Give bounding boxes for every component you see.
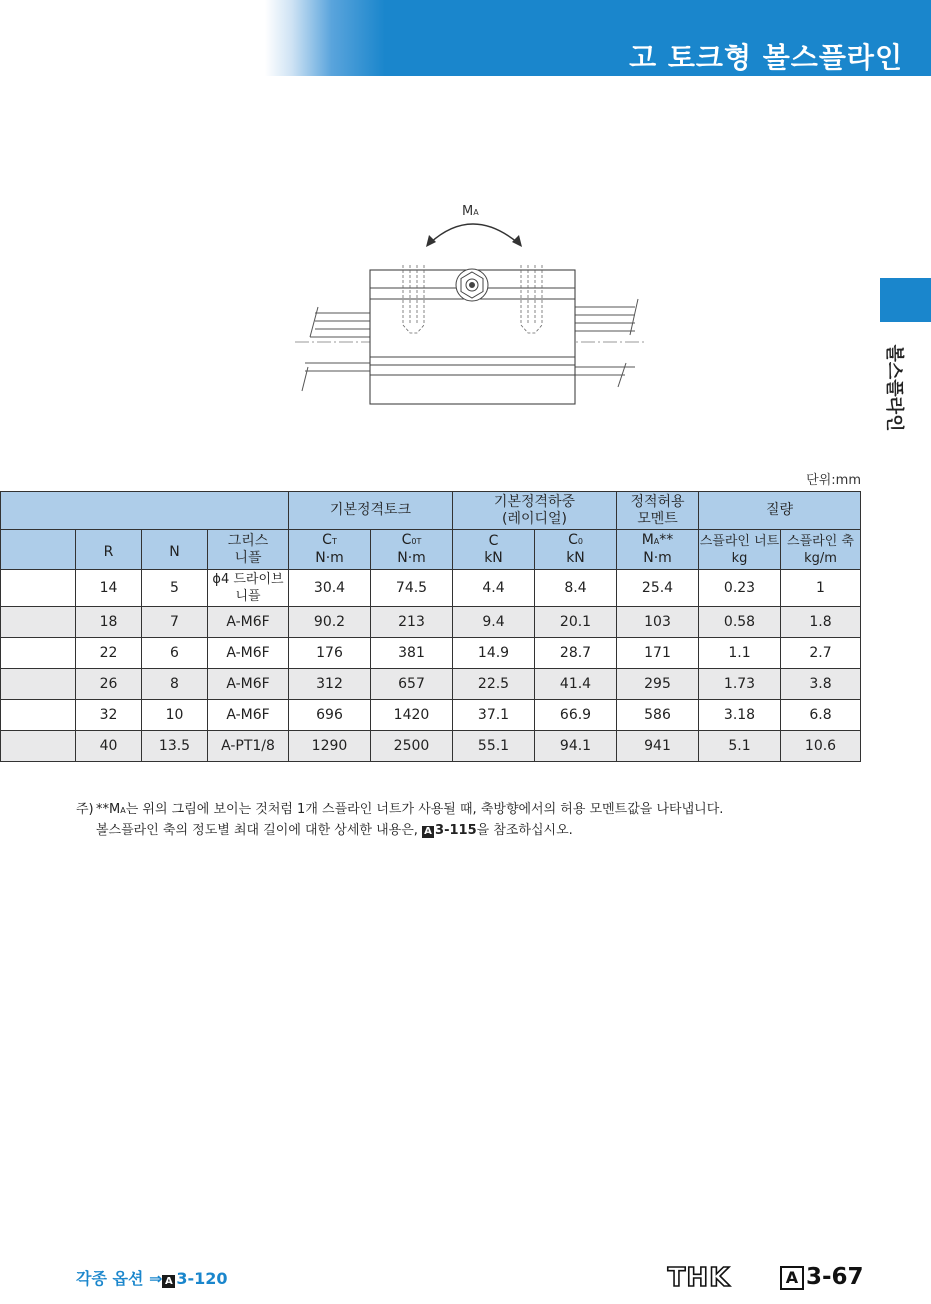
cell-nut: 3.18 [699,700,781,731]
table-row [1,669,861,700]
cell-n: 6 [142,638,208,669]
cell-nut: 1.1 [699,638,781,669]
cell-shaft: 1.8 [781,607,861,638]
cell-ct: 90.2 [289,607,371,638]
note-line-2: 볼스플라인 축의 정도별 최대 길이에 대한 상세한 내용은, A 3-115을 참조하십시오. [96,823,573,838]
page-number: A 3-67 [780,1264,864,1290]
cell-c0: 94.1 [535,731,617,762]
unit-label: 단위:mm [806,473,861,488]
cell-blank [1,669,76,700]
cell-grease: A-M6F [208,669,289,700]
table-row [1,731,861,762]
sidebar-label-text: 볼스플라인 [883,344,905,432]
header-ct: CT N·m [289,530,371,570]
header-shaft: 스플라인 축 kg/m [781,530,861,570]
header-ma: MA** N·m [617,530,699,570]
cell-blank [1,570,76,607]
cell-grease: A-M6F [208,700,289,731]
cell-blank [1,638,76,669]
cell-shaft: 2.7 [781,638,861,669]
cell-c0: 41.4 [535,669,617,700]
header-blank-left [1,530,76,570]
cell-blank [1,607,76,638]
page-ref-link[interactable]: 3-115 [435,823,477,838]
cell-r: 40 [76,731,142,762]
cell-n: 7 [142,607,208,638]
header-grease: 그리스 니플 [208,530,289,570]
cell-ma: 171 [617,638,699,669]
sidebar-section-label [875,332,915,444]
header-moment-group: 정적허용 모멘트 [617,492,699,530]
note-lead: 주) [76,802,94,817]
header-nut: 스플라인 너트 kg [699,530,781,570]
header-blank-top [1,492,289,530]
header-c: C kN [453,530,535,570]
note-line-1: **MA는 위의 그림에 보이는 것처럼 1개 스플라인 너트가 사용될 때, 축방향에서의 허용 모멘트값을 나타냅니다. [96,802,724,817]
sidebar-accent-block [880,278,931,322]
cell-n: 13.5 [142,731,208,762]
cell-r: 26 [76,669,142,700]
cell-n: 8 [142,669,208,700]
cell-c0: 66.9 [535,700,617,731]
cell-c0: 8.4 [535,570,617,607]
footer-options-link[interactable]: 각종 옵션 ⇒ A 3-120 [76,1269,228,1288]
header-n: N [142,530,208,570]
cell-c: 9.4 [453,607,535,638]
cell-shaft: 6.8 [781,700,861,731]
cell-cot: 381 [371,638,453,669]
cell-ct: 176 [289,638,371,669]
cell-shaft: 10.6 [781,731,861,762]
table-row [1,607,861,638]
header-torque-group: 기본정격토크 [289,492,453,530]
ball-spline-moment-drawing [290,195,650,410]
cell-grease: A-PT1/8 [208,731,289,762]
table-notes [76,800,723,841]
spec-table [0,491,861,762]
cell-grease: A-M6F [208,607,289,638]
table-row [1,638,861,669]
cell-ct: 696 [289,700,371,731]
header-cot: C0T N·m [371,530,453,570]
cell-ct: 312 [289,669,371,700]
moment-arrowhead-left [426,235,436,247]
page-ref-box: A [422,826,434,838]
cell-c: 14.9 [453,638,535,669]
cell-blank [1,700,76,731]
table-row [1,700,861,731]
cell-ma: 295 [617,669,699,700]
cell-c0: 20.1 [535,607,617,638]
cell-nut: 5.1 [699,731,781,762]
header-load-group: 기본정격하중 (레이디얼) [453,492,617,530]
cell-r: 22 [76,638,142,669]
cell-cot: 213 [371,607,453,638]
cell-grease: A-M6F [208,638,289,669]
page-number-box: A [780,1266,804,1290]
cell-ct: 30.4 [289,570,371,607]
cell-shaft: 3.8 [781,669,861,700]
cell-blank [1,731,76,762]
header-c0: C0 kN [535,530,617,570]
header-r: R [76,530,142,570]
cell-grease: ϕ4 드라이브 니플 [208,570,289,607]
cell-nut: 0.23 [699,570,781,607]
svg-text:THK: THK [667,1264,731,1290]
cell-ct: 1290 [289,731,371,762]
cell-cot: 657 [371,669,453,700]
cell-c: 55.1 [453,731,535,762]
moment-label: MA [462,204,479,219]
cell-c: 22.5 [453,669,535,700]
grease-nipple [456,269,488,301]
thk-logo [657,1264,741,1290]
cell-ma: 25.4 [617,570,699,607]
cell-n: 5 [142,570,208,607]
cell-c: 4.4 [453,570,535,607]
cell-r: 14 [76,570,142,607]
cell-ma: 941 [617,731,699,762]
moment-arrowhead-right [512,235,522,247]
cell-ma: 586 [617,700,699,731]
cell-cot: 74.5 [371,570,453,607]
cell-cot: 1420 [371,700,453,731]
footer-ref-box: A [162,1275,175,1288]
cell-nut: 0.58 [699,607,781,638]
cell-n: 10 [142,700,208,731]
cell-c: 37.1 [453,700,535,731]
table-row [1,570,861,607]
cell-cot: 2500 [371,731,453,762]
cell-nut: 1.73 [699,669,781,700]
cell-shaft: 1 [781,570,861,607]
page-title: 고 토크형 볼스플라인 [629,41,903,74]
header-bar [265,0,931,76]
cell-c0: 28.7 [535,638,617,669]
cell-r: 32 [76,700,142,731]
moment-arrow-arc [430,224,518,243]
header-mass-group: 질량 [699,492,861,530]
cell-ma: 103 [617,607,699,638]
cell-r: 18 [76,607,142,638]
